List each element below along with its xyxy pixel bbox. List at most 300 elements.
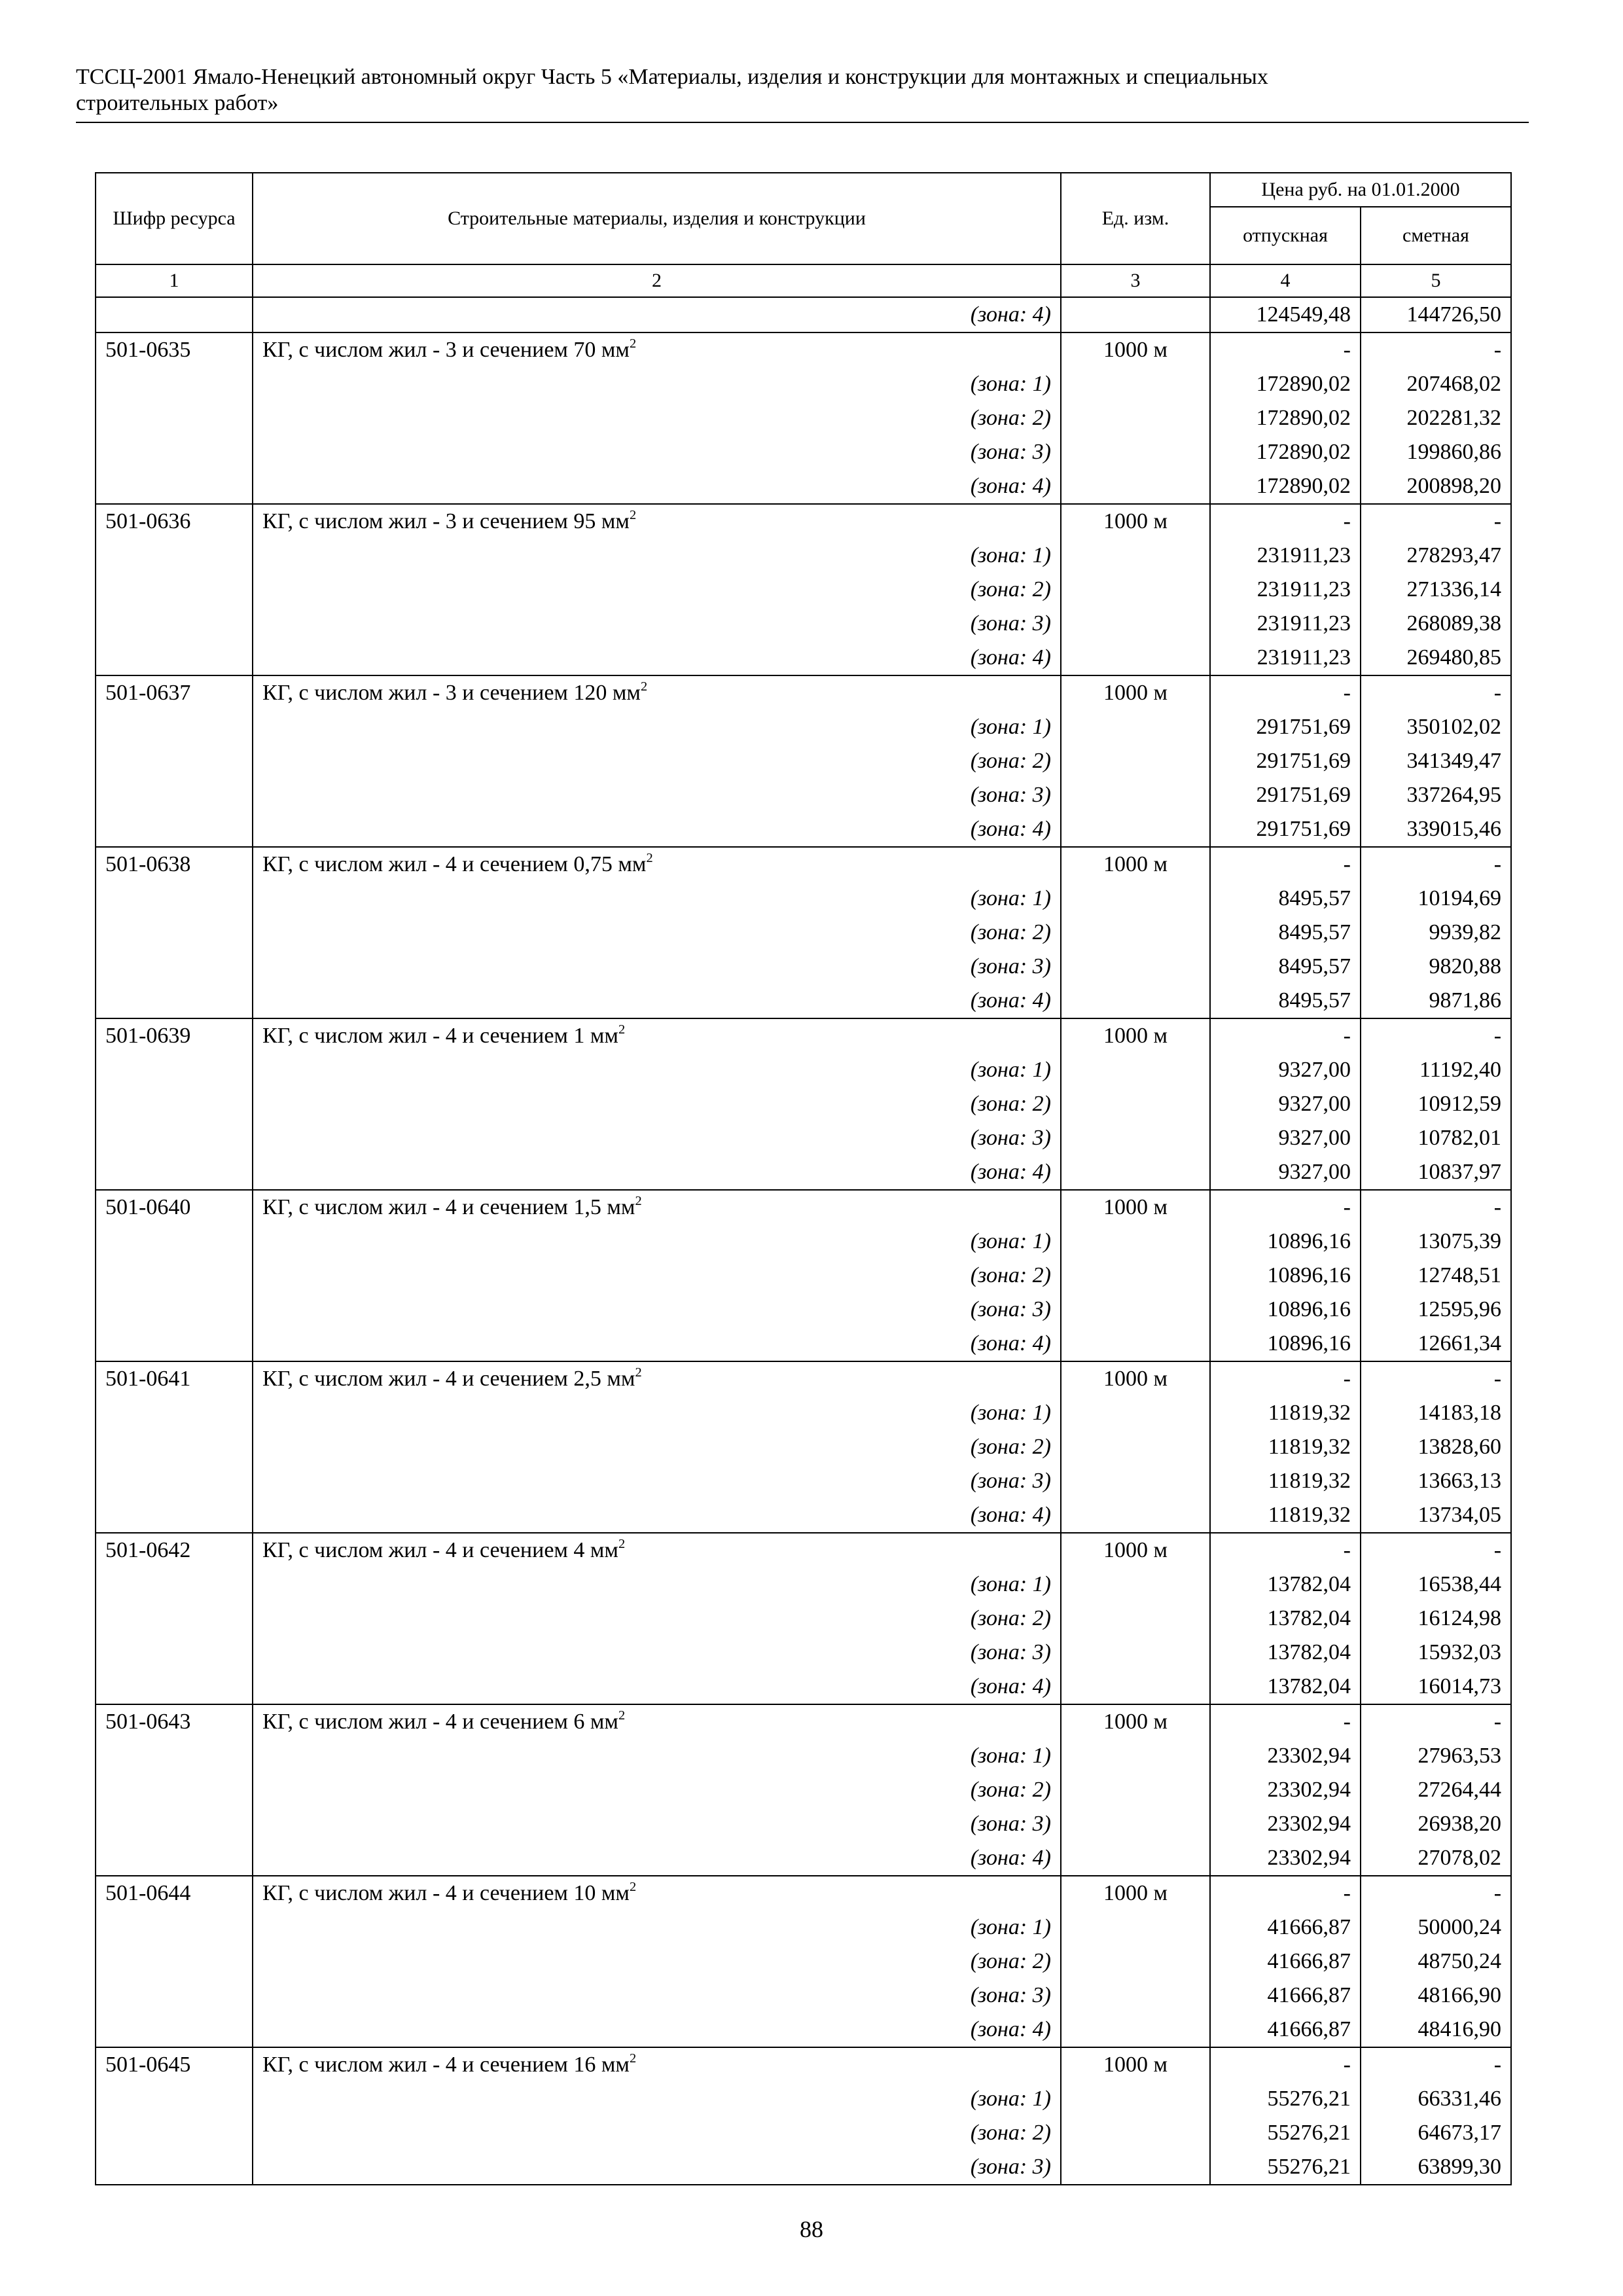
code-cell	[96, 1121, 253, 1155]
zone-label: (зона: 2)	[253, 916, 1061, 950]
unit-cell: 1000 м	[1061, 847, 1210, 882]
code-cell	[96, 1327, 253, 1361]
table-row-zone	[96, 1259, 1511, 1293]
zone-label: (зона: 3)	[253, 1807, 1061, 1841]
unit-cell	[1061, 1430, 1210, 1464]
zone-label: (зона: 4)	[253, 1498, 1061, 1533]
table-row-zone	[96, 435, 1511, 469]
estimate-price: 27264,44	[1361, 1773, 1511, 1807]
code-cell	[96, 1636, 253, 1670]
code-cell	[96, 1568, 253, 1602]
code-cell	[96, 1807, 253, 1841]
table-row-resource	[96, 1190, 1511, 1225]
zone-label: (зона: 4)	[253, 1670, 1061, 1704]
estimate-price: -	[1361, 1533, 1511, 1568]
estimate-price: 350102,02	[1361, 710, 1511, 744]
table-row-zone	[96, 1568, 1511, 1602]
table-row-resource	[96, 847, 1511, 882]
estimate-price: 12661,34	[1361, 1327, 1511, 1361]
zone-label: (зона: 2)	[253, 1602, 1061, 1636]
col-header-estimate: сметная	[1361, 207, 1511, 264]
estimate-price: -	[1361, 847, 1511, 882]
resource-code: 501-0644	[96, 1876, 253, 1910]
resource-name	[253, 2047, 1061, 2082]
code-cell	[96, 1773, 253, 1807]
estimate-price: 271336,14	[1361, 573, 1511, 607]
resource-name	[253, 1704, 1061, 1739]
release-price: 8495,57	[1210, 950, 1361, 984]
col-header-price-group: Цена руб. на 01.01.2000	[1210, 173, 1511, 207]
table-row-zone	[96, 1464, 1511, 1498]
table-row-zone	[96, 2116, 1511, 2150]
estimate-price: 202281,32	[1361, 401, 1511, 435]
table-row-resource	[96, 1704, 1511, 1739]
code-cell	[96, 916, 253, 950]
release-price: -	[1210, 332, 1361, 367]
col-header-code: Шифр ресурса	[96, 173, 253, 264]
code-cell	[96, 1087, 253, 1121]
resource-name-text: КГ, с числом жил - 4 и сечением 6 мм	[262, 1710, 618, 1734]
unit-cell	[1061, 641, 1210, 675]
zone-label: (зона: 4)	[253, 2013, 1061, 2047]
estimate-price: 11192,40	[1361, 1053, 1511, 1087]
zone-label: (зона: 2)	[253, 1430, 1061, 1464]
col-number-5: 5	[1361, 264, 1511, 297]
release-price: 291751,69	[1210, 744, 1361, 778]
code-cell	[96, 1602, 253, 1636]
square-superscript: 2	[629, 2051, 637, 2066]
resource-code: 501-0635	[96, 332, 253, 367]
estimate-price: 9820,88	[1361, 950, 1511, 984]
price-table-header	[96, 173, 1511, 297]
estimate-price: 278293,47	[1361, 539, 1511, 573]
estimate-price: -	[1361, 675, 1511, 710]
unit-cell: 1000 м	[1061, 504, 1210, 539]
table-row-zone	[96, 2082, 1511, 2116]
estimate-price: -	[1361, 1876, 1511, 1910]
unit-cell	[1061, 710, 1210, 744]
code-cell	[96, 401, 253, 435]
resource-name	[253, 332, 1061, 367]
unit-cell	[1061, 1841, 1210, 1876]
resource-code: 501-0640	[96, 1190, 253, 1225]
table-row-zone	[96, 1739, 1511, 1773]
zone-label: (зона: 2)	[253, 1087, 1061, 1121]
table-row-zone	[96, 1053, 1511, 1087]
code-cell	[96, 469, 253, 504]
estimate-price: 341349,47	[1361, 744, 1511, 778]
unit-cell	[1061, 916, 1210, 950]
table-row-zone	[96, 367, 1511, 401]
code-cell	[96, 1430, 253, 1464]
release-price: 8495,57	[1210, 882, 1361, 916]
release-price: 23302,94	[1210, 1807, 1361, 1841]
code-cell	[96, 1979, 253, 2013]
resource-code: 501-0641	[96, 1361, 253, 1396]
estimate-price: 10194,69	[1361, 882, 1511, 916]
unit-cell	[1061, 744, 1210, 778]
unit-cell	[1061, 1739, 1210, 1773]
estimate-price: 50000,24	[1361, 1910, 1511, 1945]
col-header-unit: Ед. изм.	[1061, 173, 1210, 264]
release-price: -	[1210, 1018, 1361, 1053]
code-cell	[96, 1498, 253, 1533]
code-cell	[96, 778, 253, 812]
square-superscript: 2	[640, 679, 648, 694]
release-price: 11819,32	[1210, 1430, 1361, 1464]
unit-cell	[1061, 1087, 1210, 1121]
zone-label: (зона: 3)	[253, 1121, 1061, 1155]
release-price: 231911,23	[1210, 573, 1361, 607]
release-price: 172890,02	[1210, 435, 1361, 469]
release-price: 291751,69	[1210, 710, 1361, 744]
release-price: 172890,02	[1210, 367, 1361, 401]
estimate-price: 207468,02	[1361, 367, 1511, 401]
zone-label: (зона: 1)	[253, 1910, 1061, 1945]
estimate-price: 268089,38	[1361, 607, 1511, 641]
resource-code: 501-0639	[96, 1018, 253, 1053]
header-title-line-1: ТССЦ-2001 Ямало-Ненецкий автономный округ Часть 5 «Материалы, изделия и конструкции для монтажных и специальных	[76, 65, 1268, 89]
code-cell	[96, 2116, 253, 2150]
table-row-zone	[96, 1225, 1511, 1259]
square-superscript: 2	[629, 1879, 637, 1894]
code-cell	[96, 367, 253, 401]
code-cell	[96, 297, 253, 332]
unit-cell	[1061, 401, 1210, 435]
estimate-price: 48166,90	[1361, 1979, 1511, 2013]
code-cell	[96, 2150, 253, 2185]
square-superscript: 2	[635, 1365, 642, 1380]
table-row-zone	[96, 1670, 1511, 1704]
release-price: 41666,87	[1210, 1910, 1361, 1945]
release-price: 41666,87	[1210, 2013, 1361, 2047]
unit-cell	[1061, 2116, 1210, 2150]
zone-label: (зона: 2)	[253, 2116, 1061, 2150]
unit-cell	[1061, 367, 1210, 401]
resource-name-text: КГ, с числом жил - 3 и сечением 95 мм	[262, 509, 630, 533]
estimate-price: 16124,98	[1361, 1602, 1511, 1636]
col-header-name: Строительные материалы, изделия и конструкции	[253, 173, 1061, 264]
estimate-price: 48416,90	[1361, 2013, 1511, 2047]
code-cell	[96, 435, 253, 469]
resource-name-text: КГ, с числом жил - 3 и сечением 120 мм	[262, 681, 641, 705]
unit-cell: 1000 м	[1061, 1533, 1210, 1568]
unit-cell	[1061, 297, 1210, 332]
unit-cell	[1061, 1053, 1210, 1087]
resource-name-text: КГ, с числом жил - 4 и сечением 2,5 мм	[262, 1367, 635, 1391]
resource-name	[253, 1190, 1061, 1225]
table-row-zone	[96, 2013, 1511, 2047]
zone-label: (зона: 3)	[253, 950, 1061, 984]
estimate-price: 144726,50	[1361, 297, 1511, 332]
zone-label: (зона: 1)	[253, 1225, 1061, 1259]
resource-name-text: КГ, с числом жил - 4 и сечением 16 мм	[262, 2053, 630, 2077]
table-row-zone	[96, 1430, 1511, 1464]
table-row-zone	[96, 882, 1511, 916]
resource-name	[253, 1533, 1061, 1568]
code-cell	[96, 812, 253, 847]
resource-name	[253, 675, 1061, 710]
unit-cell	[1061, 950, 1210, 984]
table-row-zone	[96, 1773, 1511, 1807]
code-cell	[96, 1670, 253, 1704]
zone-label: (зона: 3)	[253, 1293, 1061, 1327]
estimate-price: 64673,17	[1361, 2116, 1511, 2150]
table-row-zone	[96, 1121, 1511, 1155]
table-row-resource	[96, 1018, 1511, 1053]
table-row-resource	[96, 332, 1511, 367]
table-row-zone	[96, 1841, 1511, 1876]
table-row-zone	[96, 1498, 1511, 1533]
unit-cell	[1061, 1602, 1210, 1636]
estimate-price: 269480,85	[1361, 641, 1511, 675]
zone-label: (зона: 1)	[253, 710, 1061, 744]
code-cell	[96, 2013, 253, 2047]
zone-label: (зона: 4)	[253, 297, 1061, 332]
table-row-zone	[96, 984, 1511, 1018]
zone-label: (зона: 2)	[253, 401, 1061, 435]
table-row-resource	[96, 504, 1511, 539]
release-price: -	[1210, 675, 1361, 710]
release-price: 10896,16	[1210, 1293, 1361, 1327]
unit-cell	[1061, 1910, 1210, 1945]
zone-label: (зона: 2)	[253, 1773, 1061, 1807]
table-row-resource	[96, 1533, 1511, 1568]
estimate-price: -	[1361, 332, 1511, 367]
zone-label: (зона: 1)	[253, 882, 1061, 916]
price-table-body	[96, 297, 1511, 2185]
table-row-zone	[96, 744, 1511, 778]
estimate-price: 13734,05	[1361, 1498, 1511, 1533]
release-price: 41666,87	[1210, 1979, 1361, 2013]
unit-cell	[1061, 1225, 1210, 1259]
release-price: 55276,21	[1210, 2116, 1361, 2150]
square-superscript: 2	[629, 336, 637, 351]
release-price: 8495,57	[1210, 916, 1361, 950]
table-row-zone	[96, 916, 1511, 950]
release-price: 13782,04	[1210, 1568, 1361, 1602]
unit-cell	[1061, 539, 1210, 573]
table-row-resource	[96, 1361, 1511, 1396]
unit-cell	[1061, 1773, 1210, 1807]
release-price: 10896,16	[1210, 1225, 1361, 1259]
table-row-zone	[96, 1327, 1511, 1361]
table-row-zone	[96, 950, 1511, 984]
estimate-price: 16014,73	[1361, 1670, 1511, 1704]
resource-name	[253, 504, 1061, 539]
release-price: 11819,32	[1210, 1464, 1361, 1498]
unit-cell: 1000 м	[1061, 1018, 1210, 1053]
square-superscript: 2	[635, 1193, 642, 1208]
resource-name	[253, 1876, 1061, 1910]
col-number-3: 3	[1061, 264, 1210, 297]
unit-cell	[1061, 1945, 1210, 1979]
estimate-price: 339015,46	[1361, 812, 1511, 847]
table-row-zone	[96, 1087, 1511, 1121]
unit-cell: 1000 м	[1061, 1361, 1210, 1396]
unit-cell: 1000 м	[1061, 332, 1210, 367]
zone-label: (зона: 1)	[253, 1568, 1061, 1602]
code-cell	[96, 950, 253, 984]
unit-cell	[1061, 1396, 1210, 1430]
estimate-price: -	[1361, 2047, 1511, 2082]
unit-cell: 1000 м	[1061, 675, 1210, 710]
estimate-price: 26938,20	[1361, 1807, 1511, 1841]
unit-cell	[1061, 1293, 1210, 1327]
zone-label: (зона: 2)	[253, 1945, 1061, 1979]
estimate-price: -	[1361, 1018, 1511, 1053]
estimate-price: 200898,20	[1361, 469, 1511, 504]
unit-cell	[1061, 573, 1210, 607]
resource-name-text: КГ, с числом жил - 3 и сечением 70 мм	[262, 338, 630, 362]
code-cell	[96, 882, 253, 916]
unit-cell	[1061, 2150, 1210, 2185]
code-cell	[96, 1841, 253, 1876]
zone-label: (зона: 4)	[253, 1155, 1061, 1190]
estimate-price: 12748,51	[1361, 1259, 1511, 1293]
release-price: -	[1210, 1876, 1361, 1910]
code-cell	[96, 1053, 253, 1087]
release-price: 55276,21	[1210, 2082, 1361, 2116]
zone-label: (зона: 1)	[253, 2082, 1061, 2116]
resource-name	[253, 1018, 1061, 1053]
estimate-price: 9939,82	[1361, 916, 1511, 950]
page-number: 88	[800, 2216, 823, 2242]
release-price: 172890,02	[1210, 469, 1361, 504]
release-price: 124549,48	[1210, 297, 1361, 332]
table-row-zone	[96, 539, 1511, 573]
estimate-price: 66331,46	[1361, 2082, 1511, 2116]
release-price: 13782,04	[1210, 1670, 1361, 1704]
code-cell	[96, 1739, 253, 1773]
col-number-1: 1	[96, 264, 253, 297]
unit-cell	[1061, 882, 1210, 916]
release-price: -	[1210, 1190, 1361, 1225]
release-price: 13782,04	[1210, 1636, 1361, 1670]
table-row-zone	[96, 1293, 1511, 1327]
unit-cell: 1000 м	[1061, 1190, 1210, 1225]
zone-label: (зона: 3)	[253, 607, 1061, 641]
release-price: -	[1210, 847, 1361, 882]
estimate-price: 48750,24	[1361, 1945, 1511, 1979]
unit-cell	[1061, 1568, 1210, 1602]
table-row-zone	[96, 1396, 1511, 1430]
zone-label: (зона: 3)	[253, 1979, 1061, 2013]
estimate-price: 13828,60	[1361, 1430, 1511, 1464]
continuation-row	[96, 297, 1511, 332]
resource-name	[253, 1361, 1061, 1396]
resource-name-text: КГ, с числом жил - 4 и сечением 10 мм	[262, 1881, 630, 1905]
release-price: 41666,87	[1210, 1945, 1361, 1979]
code-cell	[96, 1259, 253, 1293]
unit-cell	[1061, 469, 1210, 504]
release-price: 13782,04	[1210, 1602, 1361, 1636]
zone-label: (зона: 1)	[253, 1053, 1061, 1087]
estimate-price: 27078,02	[1361, 1841, 1511, 1876]
square-superscript: 2	[618, 1022, 626, 1037]
resource-code: 501-0645	[96, 2047, 253, 2082]
table-row-zone	[96, 1155, 1511, 1190]
release-price: 9327,00	[1210, 1053, 1361, 1087]
release-price: 11819,32	[1210, 1396, 1361, 1430]
zone-label: (зона: 3)	[253, 2150, 1061, 2185]
resource-code: 501-0637	[96, 675, 253, 710]
unit-cell	[1061, 1121, 1210, 1155]
unit-cell	[1061, 1259, 1210, 1293]
release-price: 23302,94	[1210, 1773, 1361, 1807]
code-cell	[96, 1464, 253, 1498]
estimate-price: -	[1361, 1190, 1511, 1225]
table-row-zone	[96, 1602, 1511, 1636]
unit-cell	[1061, 607, 1210, 641]
release-price: -	[1210, 2047, 1361, 2082]
resource-code: 501-0638	[96, 847, 253, 882]
estimate-price: 10912,59	[1361, 1087, 1511, 1121]
zone-label: (зона: 3)	[253, 435, 1061, 469]
zone-label: (зона: 3)	[253, 1464, 1061, 1498]
unit-cell	[1061, 1464, 1210, 1498]
zone-label: (зона: 1)	[253, 539, 1061, 573]
document-header	[76, 64, 1529, 117]
table-row-zone	[96, 641, 1511, 675]
unit-cell	[1061, 1807, 1210, 1841]
estimate-price: 12595,96	[1361, 1293, 1511, 1327]
estimate-price: 27963,53	[1361, 1739, 1511, 1773]
table-row-zone	[96, 812, 1511, 847]
zone-label: (зона: 3)	[253, 778, 1061, 812]
square-superscript: 2	[629, 507, 637, 522]
release-price: 231911,23	[1210, 641, 1361, 675]
table-row-zone	[96, 1636, 1511, 1670]
resource-code: 501-0643	[96, 1704, 253, 1739]
code-cell	[96, 607, 253, 641]
code-cell	[96, 573, 253, 607]
release-price: -	[1210, 1704, 1361, 1739]
table-row-zone	[96, 573, 1511, 607]
code-cell	[96, 539, 253, 573]
resource-code: 501-0636	[96, 504, 253, 539]
estimate-price: 337264,95	[1361, 778, 1511, 812]
zone-label: (зона: 2)	[253, 744, 1061, 778]
table-row-zone	[96, 2150, 1511, 2185]
unit-cell	[1061, 2082, 1210, 2116]
unit-cell	[1061, 435, 1210, 469]
code-cell	[96, 984, 253, 1018]
release-price: 10896,16	[1210, 1327, 1361, 1361]
estimate-price: -	[1361, 1704, 1511, 1739]
resource-name-text: КГ, с числом жил - 4 и сечением 0,75 мм	[262, 852, 647, 876]
estimate-price: 9871,86	[1361, 984, 1511, 1018]
zone-label: (зона: 1)	[253, 1739, 1061, 1773]
release-price: 9327,00	[1210, 1121, 1361, 1155]
code-cell	[96, 641, 253, 675]
unit-cell	[1061, 1155, 1210, 1190]
col-number-4: 4	[1210, 264, 1361, 297]
estimate-price: 13075,39	[1361, 1225, 1511, 1259]
unit-cell	[1061, 1327, 1210, 1361]
zone-label: (зона: 4)	[253, 1841, 1061, 1876]
release-price: 231911,23	[1210, 539, 1361, 573]
unit-cell	[1061, 1670, 1210, 1704]
unit-cell	[1061, 2013, 1210, 2047]
resource-name-text: КГ, с числом жил - 4 и сечением 1 мм	[262, 1024, 618, 1048]
unit-cell	[1061, 1498, 1210, 1533]
release-price: 231911,23	[1210, 607, 1361, 641]
table-row-zone	[96, 1979, 1511, 2013]
release-price: -	[1210, 1361, 1361, 1396]
code-cell	[96, 744, 253, 778]
table-row-zone	[96, 607, 1511, 641]
